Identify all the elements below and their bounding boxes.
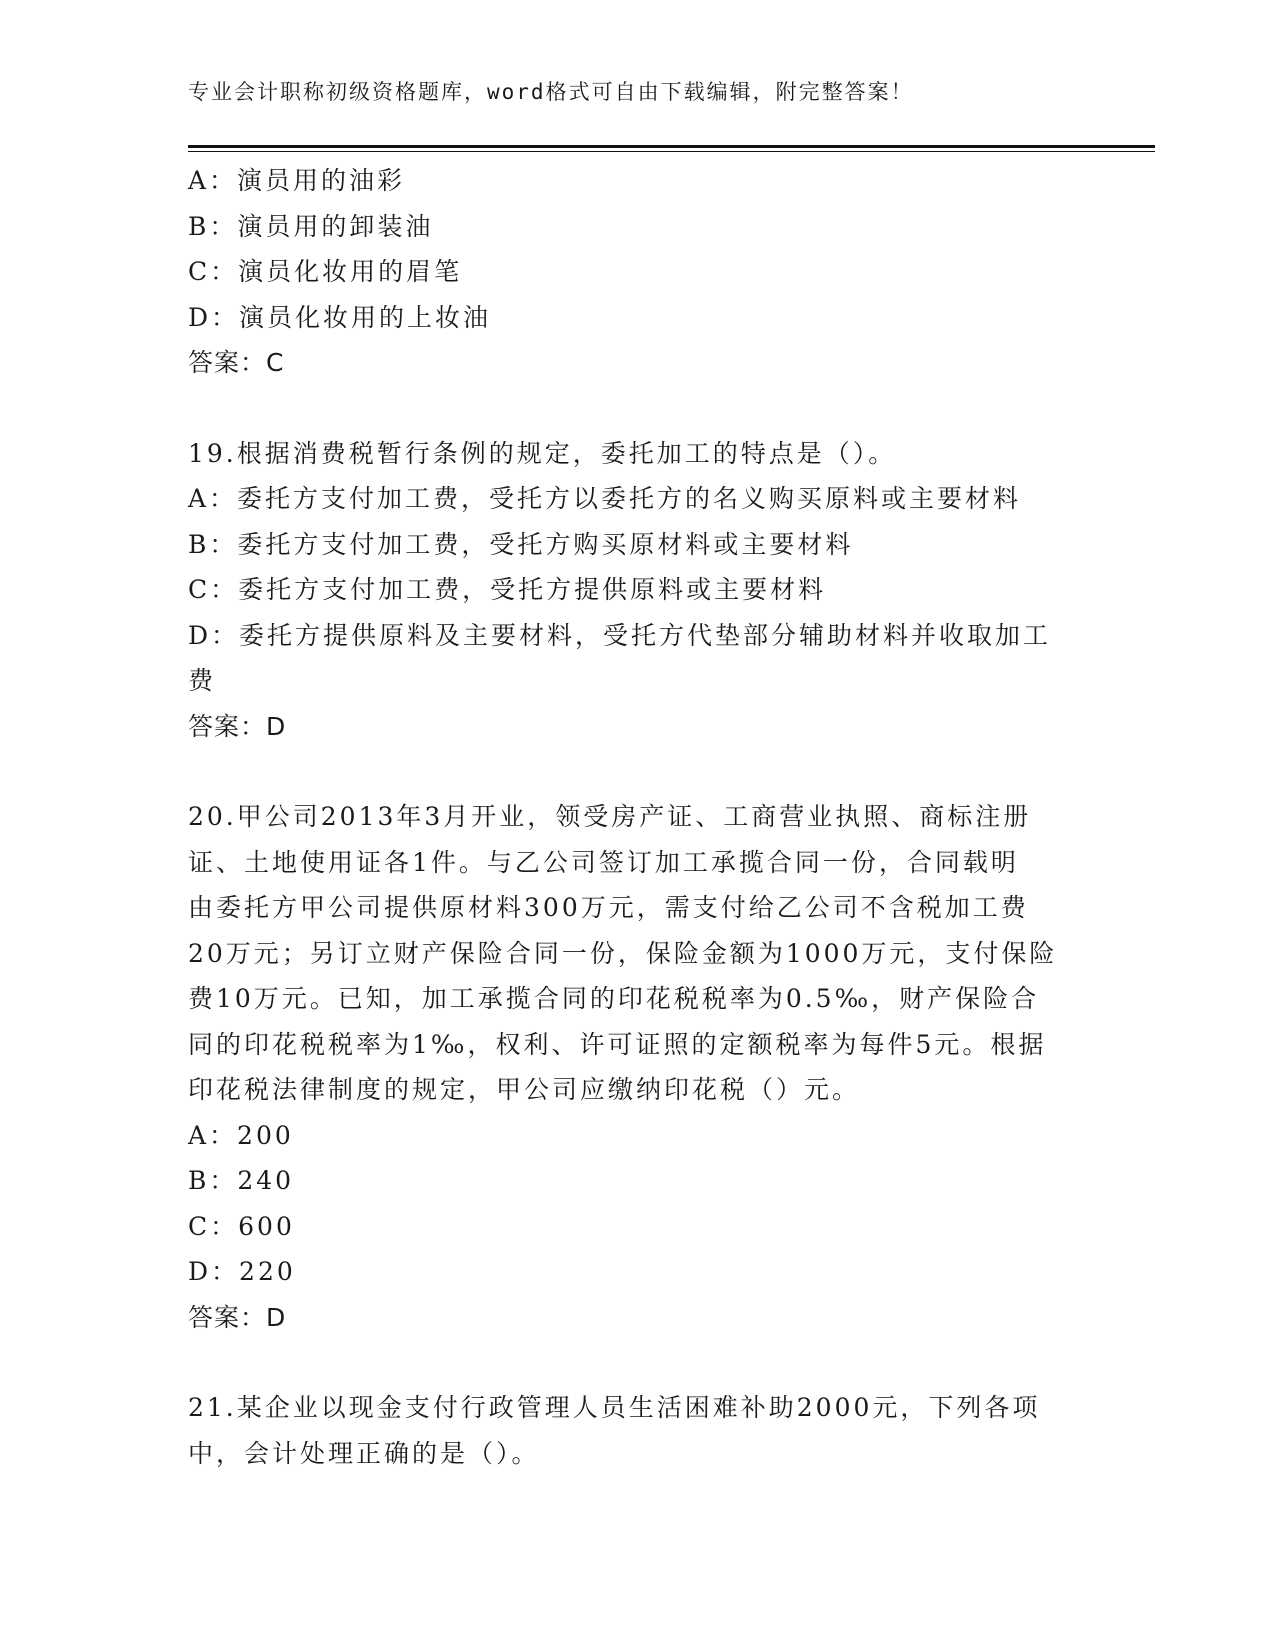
question-20-block [188,794,1088,1340]
option-c: C：600 [188,1211,295,1241]
spacer [188,386,1088,431]
question-19-block [188,431,1088,750]
answer-line: 答案：C [188,348,285,377]
option-d: D：委托方提供原料及主要材料，受托方代垫部分辅助材料并收取加工 [188,620,1052,650]
option-a: A：委托方支付加工费，受托方以委托方的名义购买原料或主要材料 [188,484,1022,513]
question-text-line: 20.甲公司2013年3月开业，领受房产证、工商营业执照、商标注册 [188,802,1032,831]
question-text: 19.根据消费税暂行条例的规定，委托加工的特点是（）。 [188,438,897,468]
option-d: D：演员化妆用的上妆油 [188,302,492,332]
question-text-line: 证、土地使用证各1件。与乙公司签订加工承揽合同一份，合同载明 [188,847,1019,877]
option-c: C：演员化妆用的眉笔 [188,257,463,286]
question-text-line: 由委托方甲公司提供原材料300万元，需支付给乙公司不含税加工费 [188,893,1029,922]
option-d: D：220 [188,1257,296,1286]
answer-line: 答案：D [188,1302,287,1332]
option-b: B：委托方支付加工费，受托方购买原材料或主要材料 [188,529,854,559]
option-a: A：演员用的油彩 [188,166,406,195]
option-d-continuation: 费 [188,666,217,695]
question-21-block [188,1385,1088,1476]
page-header: 专业会计职称初级资格题库，word格式可自由下载编辑，附完整答案！ [188,80,914,104]
question-text-line: 印花税法律制度的规定，甲公司应缴纳印花税（）元。 [188,1075,861,1104]
option-b: B：240 [188,1166,295,1195]
question-text-line: 21.某企业以现金支付行政管理人员生活困难补助2000元，下列各项 [188,1393,1041,1422]
question-text-line: 费10万元。已知，加工承揽合同的印花税税率为0.5‰，财产保险合 [188,984,1040,1013]
document-body [188,158,1088,1476]
spacer [188,1340,1088,1385]
option-b: B：演员用的卸装油 [188,211,434,241]
option-c: C：委托方支付加工费，受托方提供原料或主要材料 [188,575,827,604]
header-divider [188,145,1155,152]
question-text-line: 中，会计处理正确的是（）。 [188,1438,540,1468]
question-18-block [188,158,1088,386]
question-text-line: 20万元；另订立财产保险合同一份，保险金额为1000万元，支付保险 [188,938,1058,968]
answer-line: 答案：D [188,711,287,741]
question-text-line: 同的印花税税率为1‰，权利、许可证照的定额税率为每件5元。根据 [188,1029,1047,1059]
spacer [188,749,1088,794]
option-a: A：200 [188,1120,294,1150]
